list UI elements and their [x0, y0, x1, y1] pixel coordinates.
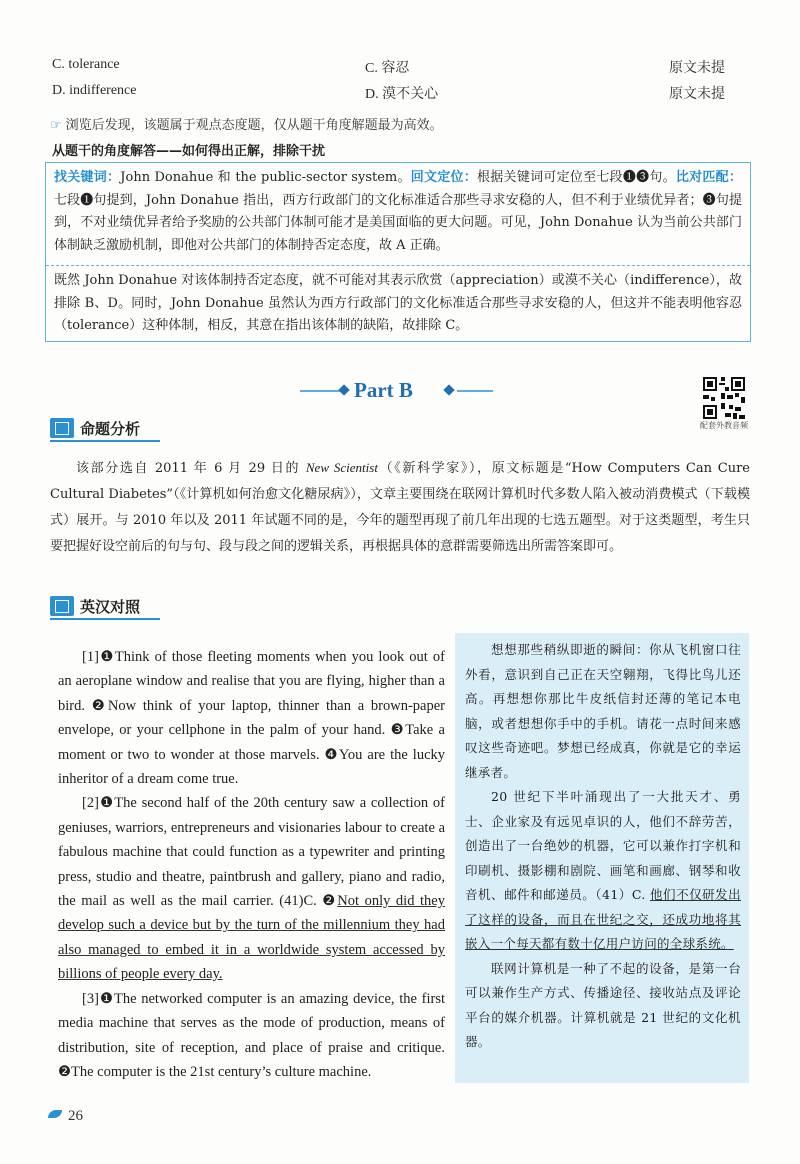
hint-line	[50, 114, 443, 133]
chinese-translation-box	[455, 633, 749, 1083]
page-number-text: 26	[68, 1108, 83, 1124]
english-paragraph-3: [3]❶The networked computer is an amazing device, the first media machine that serves as the mode of production, means of distribution, site of reception, and place of praise and critique. ❷The computer is the 21st century’s culture machine.	[58, 990, 445, 1080]
chinese-paragraph-2	[465, 785, 741, 957]
chinese-translation	[465, 638, 741, 1055]
section-title: 命题分析	[80, 420, 141, 438]
keyword-label-find: 找关键词：	[54, 170, 121, 185]
answer-text: 七段	[54, 192, 81, 208]
part-title: Part B	[354, 378, 413, 402]
answer-paragraph-1	[54, 167, 742, 257]
keyword-label-locate: 回文定位：	[410, 170, 478, 185]
analysis-text: 该部分选自 2011 年 6 月 29 日的	[76, 461, 301, 476]
qr-code-icon[interactable]	[701, 375, 747, 421]
answer-explanation-box	[45, 162, 751, 342]
source-title: New Scientist	[305, 460, 378, 475]
analysis-paragraph	[50, 455, 750, 560]
sentence-marker: ❸	[702, 192, 716, 208]
sentence-marker: ❶❸	[622, 170, 650, 185]
option-d-english: D. indifference	[52, 83, 137, 98]
section-underline	[50, 440, 160, 442]
hint-text: 浏览后发现，该题属于观点态度题，仅从题干角度解题最为高效。	[65, 118, 443, 133]
qr-caption: 配套外教音频	[700, 421, 748, 430]
option-d-note: 原文未提	[669, 87, 725, 102]
underlined-translation: 他们不仅研发出了这样的设备，而且在世纪之交，还成功地将其嵌入一个每天都有数十亿用户访问的全球系统。	[465, 887, 741, 951]
sentence-marker: ❶	[80, 192, 94, 208]
option-c-chinese: C. 容忍	[365, 61, 410, 76]
answer-paragraph-2: 既然 John Donahue 对该体制持否定态度，就不可能对其表示欣赏（appreciation）或漠不关心（indifference），故排除 B、D。同时，John Donahue 虽然认为西方行政部门的文化标准适合那些寻求安稳的人，但这并不能表明他容忍（tolerance）这种体制，相反，其意在指出该体制的缺陷，故排除 C。	[54, 273, 742, 333]
english-paragraph-1: [1]❶Think of those fleeting moments when you look out of an aeroplane window and realise that you are flying, higher than a bird. ❷Now think of your laptop, thinner than a brown-paper envelope, or your cellphone in the palm of your hand. ❸Take a moment or two to wonder at those marvels. ❹You are the lucky inheritor of a dream come true.	[58, 649, 445, 788]
book-icon	[50, 418, 74, 438]
page-number	[48, 1108, 83, 1125]
subheading: 从题干的角度解答——如何得出正解，排除干扰	[52, 144, 326, 159]
leaf-icon	[48, 1110, 62, 1118]
english-text: [2]❶The second half of the 20th century saw a collection of geniuses, warriors, entrepreneurs and visionaries labour to create a fabulous machine that could function as a typewriter and printing press, studio and theatre, paintbrush and gallery, piano and radio, the mail as well as the mail carrier. (41)C. ❷	[58, 795, 445, 910]
section-title: 英汉对照	[80, 598, 141, 616]
section-underline	[50, 618, 160, 620]
dashed-divider	[46, 265, 750, 266]
diamond-icon	[443, 384, 454, 395]
chinese-text: 20 世纪下半叶涌现出了一大批天才、勇士、企业家及有远见卓识的人，他们不辞劳苦，创造出了一台绝妙的机器，它可以兼作打字机和印刷机、摄影棚和剧院、画笔和画廊、钢琴和收音机、邮件和邮递员。（41）C.	[465, 789, 741, 902]
answer-text: 句提到，John Donahue 指出，西方行政部门的文化标准适合那些寻求安稳的人，但不利于业绩优异者；	[93, 192, 703, 208]
decorative-line-right	[457, 390, 493, 392]
section-header-bilingual	[50, 596, 210, 620]
section-header-analysis	[50, 418, 210, 442]
pointing-hand-icon: ☞	[50, 118, 62, 133]
answer-text: 句。	[649, 170, 676, 185]
part-b-header	[0, 375, 800, 407]
chinese-paragraph-3: 联网计算机是一种了不起的设备，是第一台可以兼作生产方式、传播途径、接收站点及评论平台的媒介机器。计算机就是 21 世纪的文化机器。	[465, 960, 741, 1049]
book-icon	[50, 596, 74, 616]
diamond-icon	[338, 384, 349, 395]
chinese-paragraph-1: 想想那些稍纵即逝的瞬间：你从飞机窗口往外看，意识到自己正在天空翱翔，飞得比鸟儿还高。再想想你那比牛皮纸信封还薄的笔记本电脑，或者想想你手中的手机。请花一点时间来感叹这些奇迹吧。梦想已经成真，你就是它的幸运继承者。	[465, 642, 741, 780]
english-passage	[58, 645, 445, 1084]
underlined-answer-sentence: Not only did they develop such a device but by the turn of the millennium they had also managed to embed it in a worldwide system accessed by billions of people every day.	[58, 893, 445, 983]
answer-text: John Donahue 和 the public-sector system。	[120, 170, 411, 185]
answer-text: 根据关键词可定位至七段	[477, 170, 623, 185]
option-d-chinese: D. 漠不关心	[365, 87, 439, 102]
keyword-label-match: 比对匹配：	[675, 170, 742, 185]
english-paragraph-2	[58, 791, 445, 986]
decorative-line-left	[300, 390, 340, 392]
analysis-text: （《新科学家》），原文标题是“How Computers Can Cure Cultural Diabetes”（《计算机如何治愈文化糖尿病》），文章主要围绕在联网计算机时代多数人陷入被动消费模式（下载模式）展开。与 2010 年以及 2011 年试题不同的是，今年的题型再现了前几年出现的七选五题型。对于这类题型，考生只要把握好设空前后的句与句、段与段之间的逻辑关系，再根据具体的意群需要筛选出所需答案即可。	[50, 461, 750, 554]
option-c-note: 原文未提	[669, 61, 725, 76]
option-c-english: C. tolerance	[52, 57, 120, 72]
answer-text: 句提到，不对业绩优异者给予奖励的公共部门体制可能才是美国面临的更大问题。可见，John Donahue 认为当前公共部门体制缺乏激励机制，即他对公共部门的体制持否定态度，故 A 正确。	[54, 192, 742, 253]
